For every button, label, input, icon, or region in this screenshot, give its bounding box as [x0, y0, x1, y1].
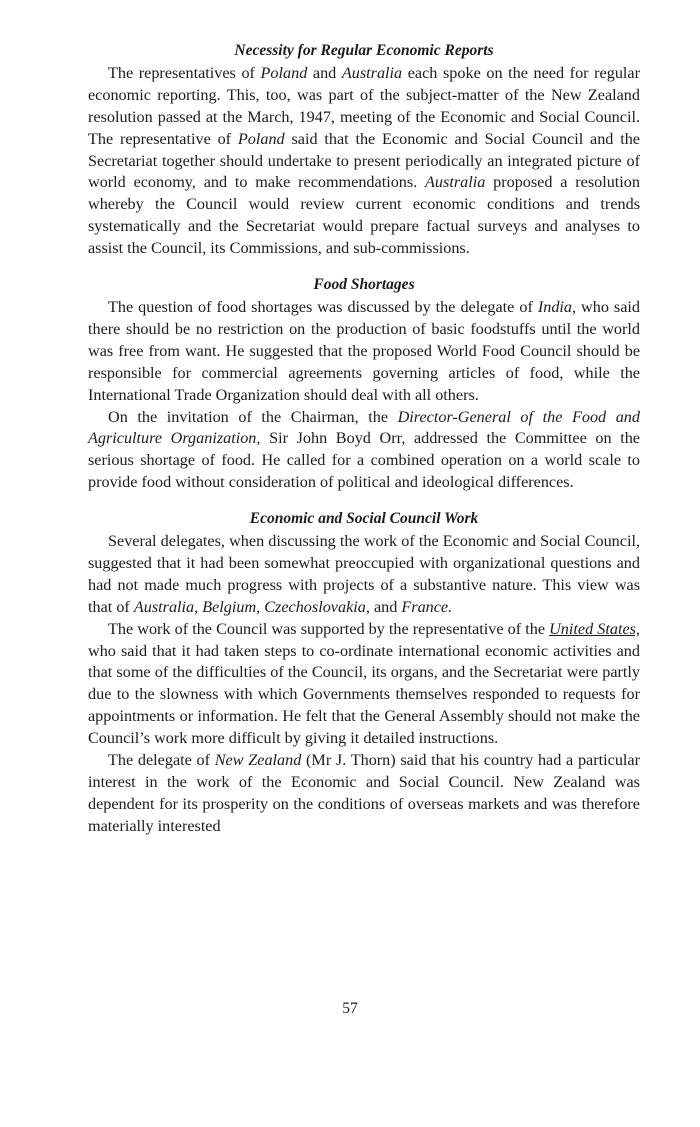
- paragraph: On the invitation of the Chairman, the Director-General of the Food and Agriculture Organization, Sir John Boyd Orr, addressed the Committee on the serious shortage of food. He called for a combined operation on a world scale to provide food without consideration of political and ideological differences.: [88, 407, 640, 492]
- document-page: [88, 40, 640, 838]
- section-council-work: [88, 508, 640, 838]
- section-economic-reports: [88, 40, 640, 260]
- paragraph: The question of food shortages was discussed by the delegate of India, who said there should be no restriction on the production of basic foodstuffs until the world was free from want. He suggested that the proposed World Food Council should be responsible for commercial agreements governing articles of food, while the International Trade Organization should deal with all others.: [88, 297, 641, 404]
- section-food-shortages: [88, 274, 640, 494]
- section-heading: Economic and Social Council Work: [249, 510, 479, 528]
- section-heading: Food Shortages: [313, 276, 415, 294]
- page-number: 57: [342, 1000, 358, 1017]
- paragraph: The representatives of Poland and Australia each spoke on the need for regular economic reporting. This, too, was part of the subject-matter of the New Zealand resolution passed at the March, 1947, meeting of the Economic and Social Council. The representative of Poland said that the Economic and Social Council and the Secretariat together should undertake to present periodically an integrated picture of world economy, and to make recommendations. Australia proposed a resolution whereby the Council would review current economic conditions and trends systematically and the Secretariat would prepare factual surveys and analyses to assist the Council, its Commissions, and sub-commissions.: [88, 63, 640, 258]
- paragraph: The work of the Council was supported by the representative of the United States, who said that it had taken steps to co-ordinate international economic activities and that some of the difficulties of the Council, its organs, and the Secretariat were partly due to the slowness with which Governments themselves responded to requests for appointments or information. He felt that the General Assembly should not make the Council’s work more difficult by giving it detailed instructions.: [88, 619, 640, 748]
- paragraph: Several delegates, when discussing the work of the Economic and Social Council, suggested that it had been somewhat preoccupied with organizational questions and had not made much progress with projects of a substantive nature. This view was that of Australia, Belgium, Czechoslovakia, and France.: [88, 532, 640, 616]
- section-heading: Necessity for Regular Economic Reports: [234, 42, 494, 59]
- paragraph: The delegate of New Zealand (Mr J. Thorn) said that his country had a particular interest in the work of the Economic and Social Council. New Zealand was dependent for its prosperity on the conditions of overseas markets and was therefore materially interested: [88, 751, 640, 835]
